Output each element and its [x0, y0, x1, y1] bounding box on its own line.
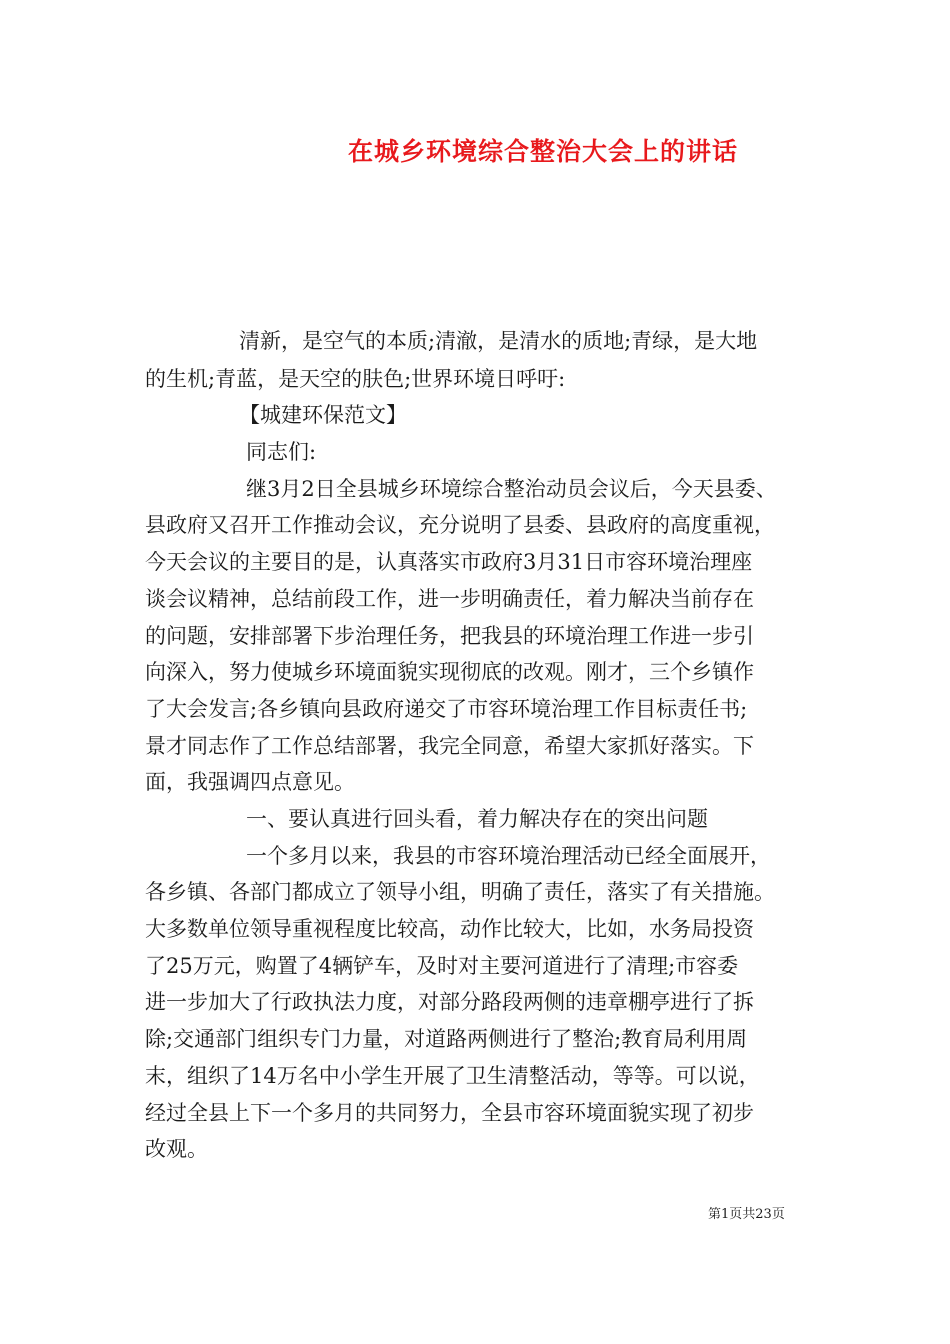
- section-heading: 一、要认真进行回头看，着力解决存在的突出问题: [246, 807, 708, 831]
- paragraph-line: 同志们:: [246, 440, 317, 464]
- paragraph-line: 大多数单位领导重视程度比较高，动作比较大，比如，水务局投资: [145, 917, 754, 941]
- paragraph-line: 经过全县上下一个多月的共同努力，全县市容环境面貌实现了初步: [145, 1101, 754, 1125]
- paragraph-line: 各乡镇、各部门都成立了领导小组，明确了责任，落实了有关措施。: [145, 880, 775, 904]
- paragraph-line: 面，我强调四点意见。: [145, 770, 355, 794]
- paragraph-line: 的问题，安排部署下步治理任务，把我县的环境治理工作进一步引: [145, 624, 754, 648]
- paragraph-line: 谈会议精神，总结前段工作，进一步明确责任，着力解决当前存在: [145, 587, 754, 611]
- paragraph-line: 继3月2日全县城乡环境综合整治动员会议后，今天县委、: [246, 477, 777, 501]
- document-title: 在城乡环境综合整治大会上的讲话: [347, 137, 738, 166]
- paragraph-line: 除;交通部门组织专门力量，对道路两侧进行了整治;教育局利用周: [145, 1027, 748, 1051]
- paragraph-line: 景才同志作了工作总结部署，我完全同意，希望大家抓好落实。下: [145, 734, 754, 758]
- paragraph-line: 【城建环保范文】: [239, 403, 407, 427]
- paragraph-line: 了25万元，购置了4辆铲车，及时对主要河道进行了清理;市容委: [145, 954, 739, 978]
- paragraph-line: 今天会议的主要目的是，认真落实市政府3月31日市容环境治理座: [145, 550, 753, 574]
- paragraph-line: 向深入，努力使城乡环境面貌实现彻底的改观。刚才，三个乡镇作: [145, 660, 754, 684]
- page-number: 第1页共23页: [708, 1207, 785, 1222]
- paragraph-line: 末，组织了14万名中小学生开展了卫生清整活动，等等。可以说，: [145, 1064, 760, 1088]
- paragraph-line: 清新，是空气的本质;清澈，是清水的质地;青绿，是大地: [239, 329, 758, 353]
- paragraph-line: 了大会发言;各乡镇向县政府递交了市容环境治理工作目标责任书;: [145, 697, 748, 721]
- paragraph-line: 县政府又召开工作推动会议，充分说明了县委、县政府的高度重视，: [145, 513, 775, 537]
- paragraph-line: 的生机;青蓝，是天空的肤色;世界环境日呼吁:: [145, 367, 566, 391]
- paragraph-line: 改观。: [145, 1137, 208, 1161]
- paragraph-line: 进一步加大了行政执法力度，对部分路段两侧的违章棚亭进行了拆: [145, 990, 754, 1014]
- paragraph-line: 一个多月以来，我县的市容环境治理活动已经全面展开，: [246, 844, 771, 868]
